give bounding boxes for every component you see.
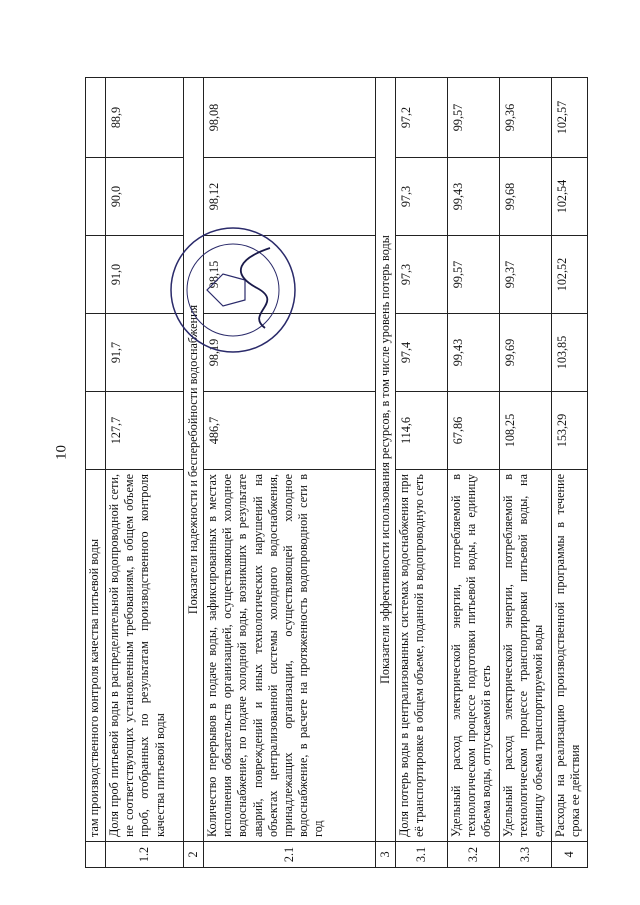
indicator-description: Доля проб питьевой воды в распределительной водопроводной сети, не соответствующих установленным требованиям, в общем объеме проб, отобранных по результатам производственного контроля качества питьевой воды [106, 470, 184, 842]
row-number: 1.2 [106, 842, 184, 868]
indicator-value [86, 78, 106, 158]
indicator-value: 97,3 [396, 158, 448, 236]
indicator-value: 98,15 [204, 236, 376, 314]
indicator-value: 99,69 [500, 314, 552, 392]
table-row [86, 78, 106, 868]
indicator-value: 108,25 [500, 392, 552, 470]
table-row [500, 78, 552, 868]
row-number: 3.2 [448, 842, 500, 868]
indicator-value: 99,57 [448, 236, 500, 314]
official-stamp [145, 218, 365, 368]
indicator-description: Удельный расход электрической энергии, потребляемой в технологическом процессе транспортировки питьевой воды, на единицу объема транспортируемой воды [500, 470, 552, 842]
indicator-description: Доля потерь воды в централизованных системах водоснабжения при её транспортировке в общем объеме, поданной в водопроводную сеть [396, 470, 448, 842]
indicator-value: 99,68 [500, 158, 552, 236]
indicator-value: 103,85 [552, 314, 588, 392]
indicator-value: 99,57 [448, 78, 500, 158]
row-number: 3.1 [396, 842, 448, 868]
indicator-value [86, 392, 106, 470]
indicator-value: 102,54 [552, 158, 588, 236]
indicator-description: Расходы на реализацию производственной программы в течение срока ее действия [552, 470, 588, 842]
indicator-value: 127,7 [106, 392, 184, 470]
row-number: 2.1 [204, 842, 376, 868]
row-number [86, 842, 106, 868]
stamp-outer-ring [171, 228, 295, 352]
indicator-description: Удельный расход электрической энергии, потребляемой в технологическом процессе подготовки питьевой воды, на единицу объема воды, отпускаемой в сеть [448, 470, 500, 842]
row-number: 3.3 [500, 842, 552, 868]
indicators-table [85, 77, 588, 868]
indicator-value: 486,7 [204, 392, 376, 470]
indicator-value: 99,43 [448, 158, 500, 236]
table-row [552, 78, 588, 868]
indicator-value: 153,29 [552, 392, 588, 470]
indicator-value: 67,86 [448, 392, 500, 470]
stamp-emblem [207, 274, 245, 306]
indicator-value: 98,08 [204, 78, 376, 158]
indicator-value: 99,37 [500, 236, 552, 314]
table-row [204, 78, 376, 868]
section-title: Показатели эффективности использования ресурсов, в том числе уровень потерь воды [376, 78, 396, 842]
indicator-value [86, 314, 106, 392]
row-number: 4 [552, 842, 588, 868]
indicator-value: 99,43 [448, 314, 500, 392]
indicator-value: 98,19 [204, 314, 376, 392]
section-row [184, 78, 204, 868]
indicator-value: 90,0 [106, 158, 184, 236]
indicator-value [86, 158, 106, 236]
indicator-value: 99,36 [500, 78, 552, 158]
rotated-page-content [85, 78, 605, 868]
table-row [106, 78, 184, 868]
indicator-value: 114,6 [396, 392, 448, 470]
row-number: 3 [376, 842, 396, 868]
indicator-value: 102,57 [552, 78, 588, 158]
table-row [448, 78, 500, 868]
indicator-value: 97,3 [396, 236, 448, 314]
indicator-value: 102,52 [552, 236, 588, 314]
section-row [376, 78, 396, 868]
indicator-value: 91,7 [106, 314, 184, 392]
indicator-value: 98,12 [204, 158, 376, 236]
section-title: Показатели надежности и бесперебойности водоснабжения [184, 78, 204, 842]
indicator-value: 91,0 [106, 236, 184, 314]
table-row [396, 78, 448, 868]
row-number: 2 [184, 842, 204, 868]
page-number: 10 [53, 445, 70, 460]
indicator-value: 97,2 [396, 78, 448, 158]
indicator-value: 97,4 [396, 314, 448, 392]
indicator-value [86, 236, 106, 314]
indicator-description: там производственного контроля качества питьевой воды [86, 470, 106, 842]
indicator-value: 88,9 [106, 78, 184, 158]
indicator-description: Количество перерывов в подаче воды, зафиксированных в местах исполнения обязательств организацией, осуществляющей холодное водоснабжение, по подаче холодной воды, возникших в результате аварий, повреждений и иных технологических нарушений на объектах централизованной системы холодного водоснабжения, принадлежащих организации, осуществляющей холодное водоснабжение, в расчете на протяженность водопроводной сети в год [204, 470, 376, 842]
stamp-inner-ring [187, 244, 279, 336]
